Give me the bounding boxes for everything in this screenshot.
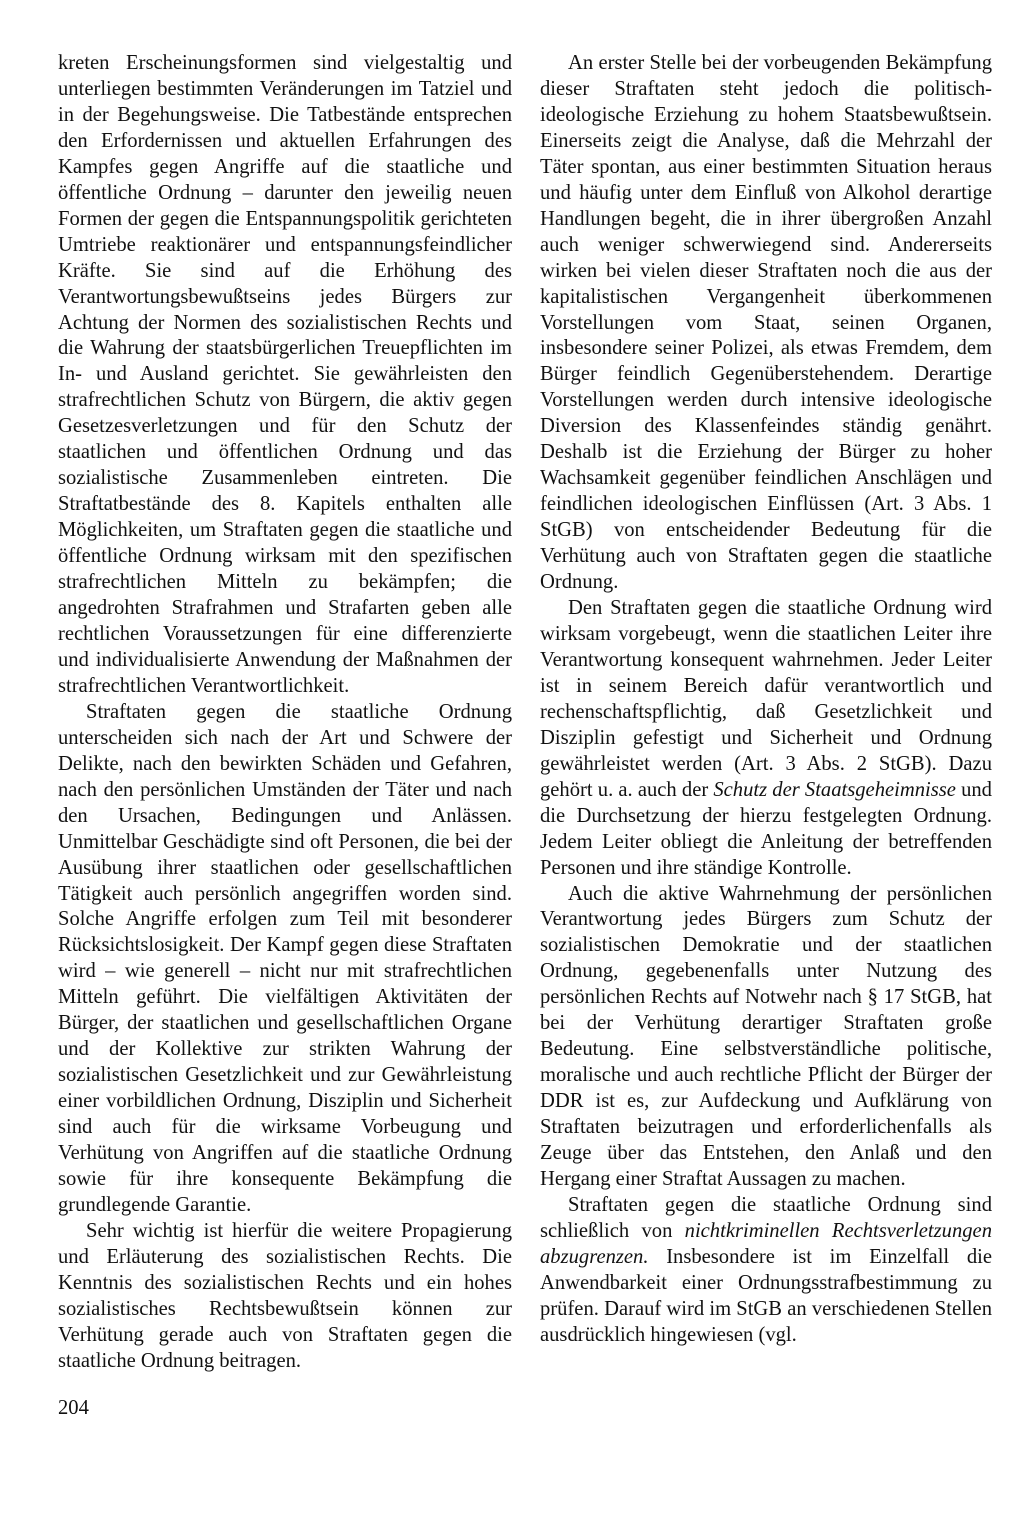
paragraph-right-1: An erster Stelle bei der vorbeugenden Bekämpfung dieser Straftaten steht jedoch die politisch-ideologische Erziehung zu hohem Staatsbewußtsein. Einerseits zeigt die Analyse, daß die Mehrzahl der Täter spontan, aus einer bestimmten Situation heraus und häufig unter dem Einfluß von Alkohol derartige Handlungen begeht, die in ihrer übergroßen Anzahl auch weniger schwerwiegend sind. Andererseits wirken bei vielen dieser Straftaten noch die aus der kapitalistischen Vergangenheit überkommenen Vorstellungen vom Staat, seinen Organen, insbesondere seiner Polizei, als etwas Fremdem, dem Bürger feindlich Gegenüberstehendem. Derartige Vorstellungen werden durch intensive ideologische Diversion des Klassenfeindes ständig genährt. Deshalb ist die Erziehung der Bürger zu hoher Wachsamkeit gegenüber feindlichen Anschlägen und feindlichen ideologischen Einflüssen (Art. 3 Abs. 1 StGB) von entscheidender Bedeutung für die Verhütung auch von Straftaten gegen die staatliche Ordnung.: [540, 52, 992, 594]
paragraph-right-2-text-a: Den Straftaten gegen die staatliche Ordnung wird wirksam vorgebeugt, wenn die staatlichen Leiter ihre Verantwortung konsequent wahrnehmen. Jeder Leiter ist in seinem Bereich dafür verantwortlich und rechenschaftspflichtig, daß Gesetzlichkeit und Disziplin gefestigt und Sicherheit und Ordnung gewährleistet werden (Art. 3 Abs. 2 StGB). Dazu gehört u. a. auch der: [540, 597, 992, 801]
left-column: [58, 51, 512, 1375]
page-number: 204: [58, 1397, 89, 1419]
paragraph-right-2-italic: Schutz der Staatsgeheimnisse: [713, 778, 956, 801]
paragraph-left-2: Straftaten gegen die staatliche Ordnung unterscheiden sich nach der Art und Schwere der Delikte, nach den bewirkten Schäden und Gefahren, nach den persönlichen Umständen der Täter und nach den Ursachen, Bedingungen und Anlässen. Unmittelbar Geschädigte sind oft Personen, die bei der Ausübung ihrer staatlichen oder gesellschaftlichen Tätigkeit auch persönlich angegriffen worden sind. Solche Angriffe erfolgen zum Teil mit besonderer Rücksichtslosigkeit. Der Kampf gegen diese Straftaten wird – wie generell – nicht nur mit strafrechtlichen Mitteln geführt. Die vielfältigen Aktivitäten der Bürger, der staatlichen und gesellschaftlichen Organe und der Kollektive zur strikten Wahrung der sozialistischen Gesetzlichkeit und zur Gewährleistung einer vorbildlichen Ordnung, Disziplin und Sicherheit sind auch für die wirksame Vorbeugung und Verhütung von Angriffen auf die staatliche Ordnung sowie für ihre konsequente Bekämpfung die grundlegende Garantie.: [58, 700, 512, 1216]
paragraph-left-3: Sehr wichtig ist hierfür die weitere Propagierung und Erläuterung des sozialistischen Rechts. Die Kenntnis des sozialistischen Rechts und ein hohes sozialistisches Rechtsbewußtsein können zur Verhütung gerade auch von Straftaten gegen die staatliche Ordnung beitragen.: [58, 1219, 512, 1372]
paragraph-right-2: [540, 596, 992, 881]
paragraph-right-4: [540, 1193, 992, 1349]
paragraph-right-4-text-a: Straftaten gegen die staatliche Ordnung sind schließlich von: [540, 1193, 992, 1242]
paragraph-right-2-text-b: und die Durchsetzung der hierzu festgelegten Ordnung. Jedem Leiter obliegt die Anleitung der betreffenden Personen und ihre ständige Kontrolle.: [540, 778, 992, 879]
paragraph-right-4-text-b: Insbesondere ist im Einzelfall die Anwendbarkeit einer Ordnungsstrafbestimmung zu prüfen. Darauf wird im StGB an verschiedenen Stellen ausdrücklich hingewiesen (vgl.: [540, 1245, 992, 1346]
paragraph-left-1: kreten Erscheinungsformen sind vielgestaltig und unterliegen bestimmten Veränderungen im Tatziel und in der Begehungsweise. Die Tatbestände entsprechen den Erfordernissen und aktuellen Erfahrungen des Kampfes gegen Angriffe auf die staatliche und öffentliche Ordnung – darunter den jeweilig neuen Formen der gegen die Entspannungspolitik gerichteten Umtriebe reaktionärer und entspannungsfeindlicher Kräfte. Sie sind auf die Erhöhung des Verantwortungsbewußtseins jedes Bürgers zur Achtung der Normen des sozialistischen Rechts und die Wahrung der staatsbürgerlichen Treuepflichten im In- und Ausland gerichtet. Sie gewährleisten den strafrechtlichen Schutz von Bürgern, die aktiv gegen Gesetzesverletzungen und für den Schutz der staatlichen und öffentlichen Ordnung und das sozialistische Zusammenleben eintreten. Die Straftatbestände des 8. Kapitels enthalten alle Möglichkeiten, um Straftaten gegen die staatliche und öffentliche Ordnung wirksam mit den spezifischen strafrechtlichen Mitteln zu bekämpfen; die angedrohten Strafrahmen und Strafarten geben alle rechtlichen Voraussetzungen für eine differenzierte und individualisierte Anwendung der Maßnahmen der strafrechtlichen Verantwortlichkeit.: [58, 52, 512, 697]
paragraph-right-4-italic: nichtkriminellen Rechtsverletzungen abzugrenzen.: [540, 1219, 992, 1268]
paragraph-right-3: Auch die aktive Wahrnehmung der persönlichen Verantwortung jedes Bürgers zum Schutz der sozialistischen Demokratie und der staatlichen Ordnung, gegebenenfalls unter Nutzung des persönlichen Rechts auf Notwehr nach § 17 StGB, hat bei der Verhütung derartiger Straftaten große Bedeutung. Eine selbstverständliche politische, moralische und auch rechtliche Pflicht der Bürger der DDR ist es, zur Aufdeckung und Aufklärung von Straftaten beizutragen und erforderlichenfalls als Zeuge über das Entstehen, den Anlaß und den Hergang einer Straftat Aussagen zu machen.: [540, 882, 992, 1190]
right-column: [540, 51, 992, 1349]
